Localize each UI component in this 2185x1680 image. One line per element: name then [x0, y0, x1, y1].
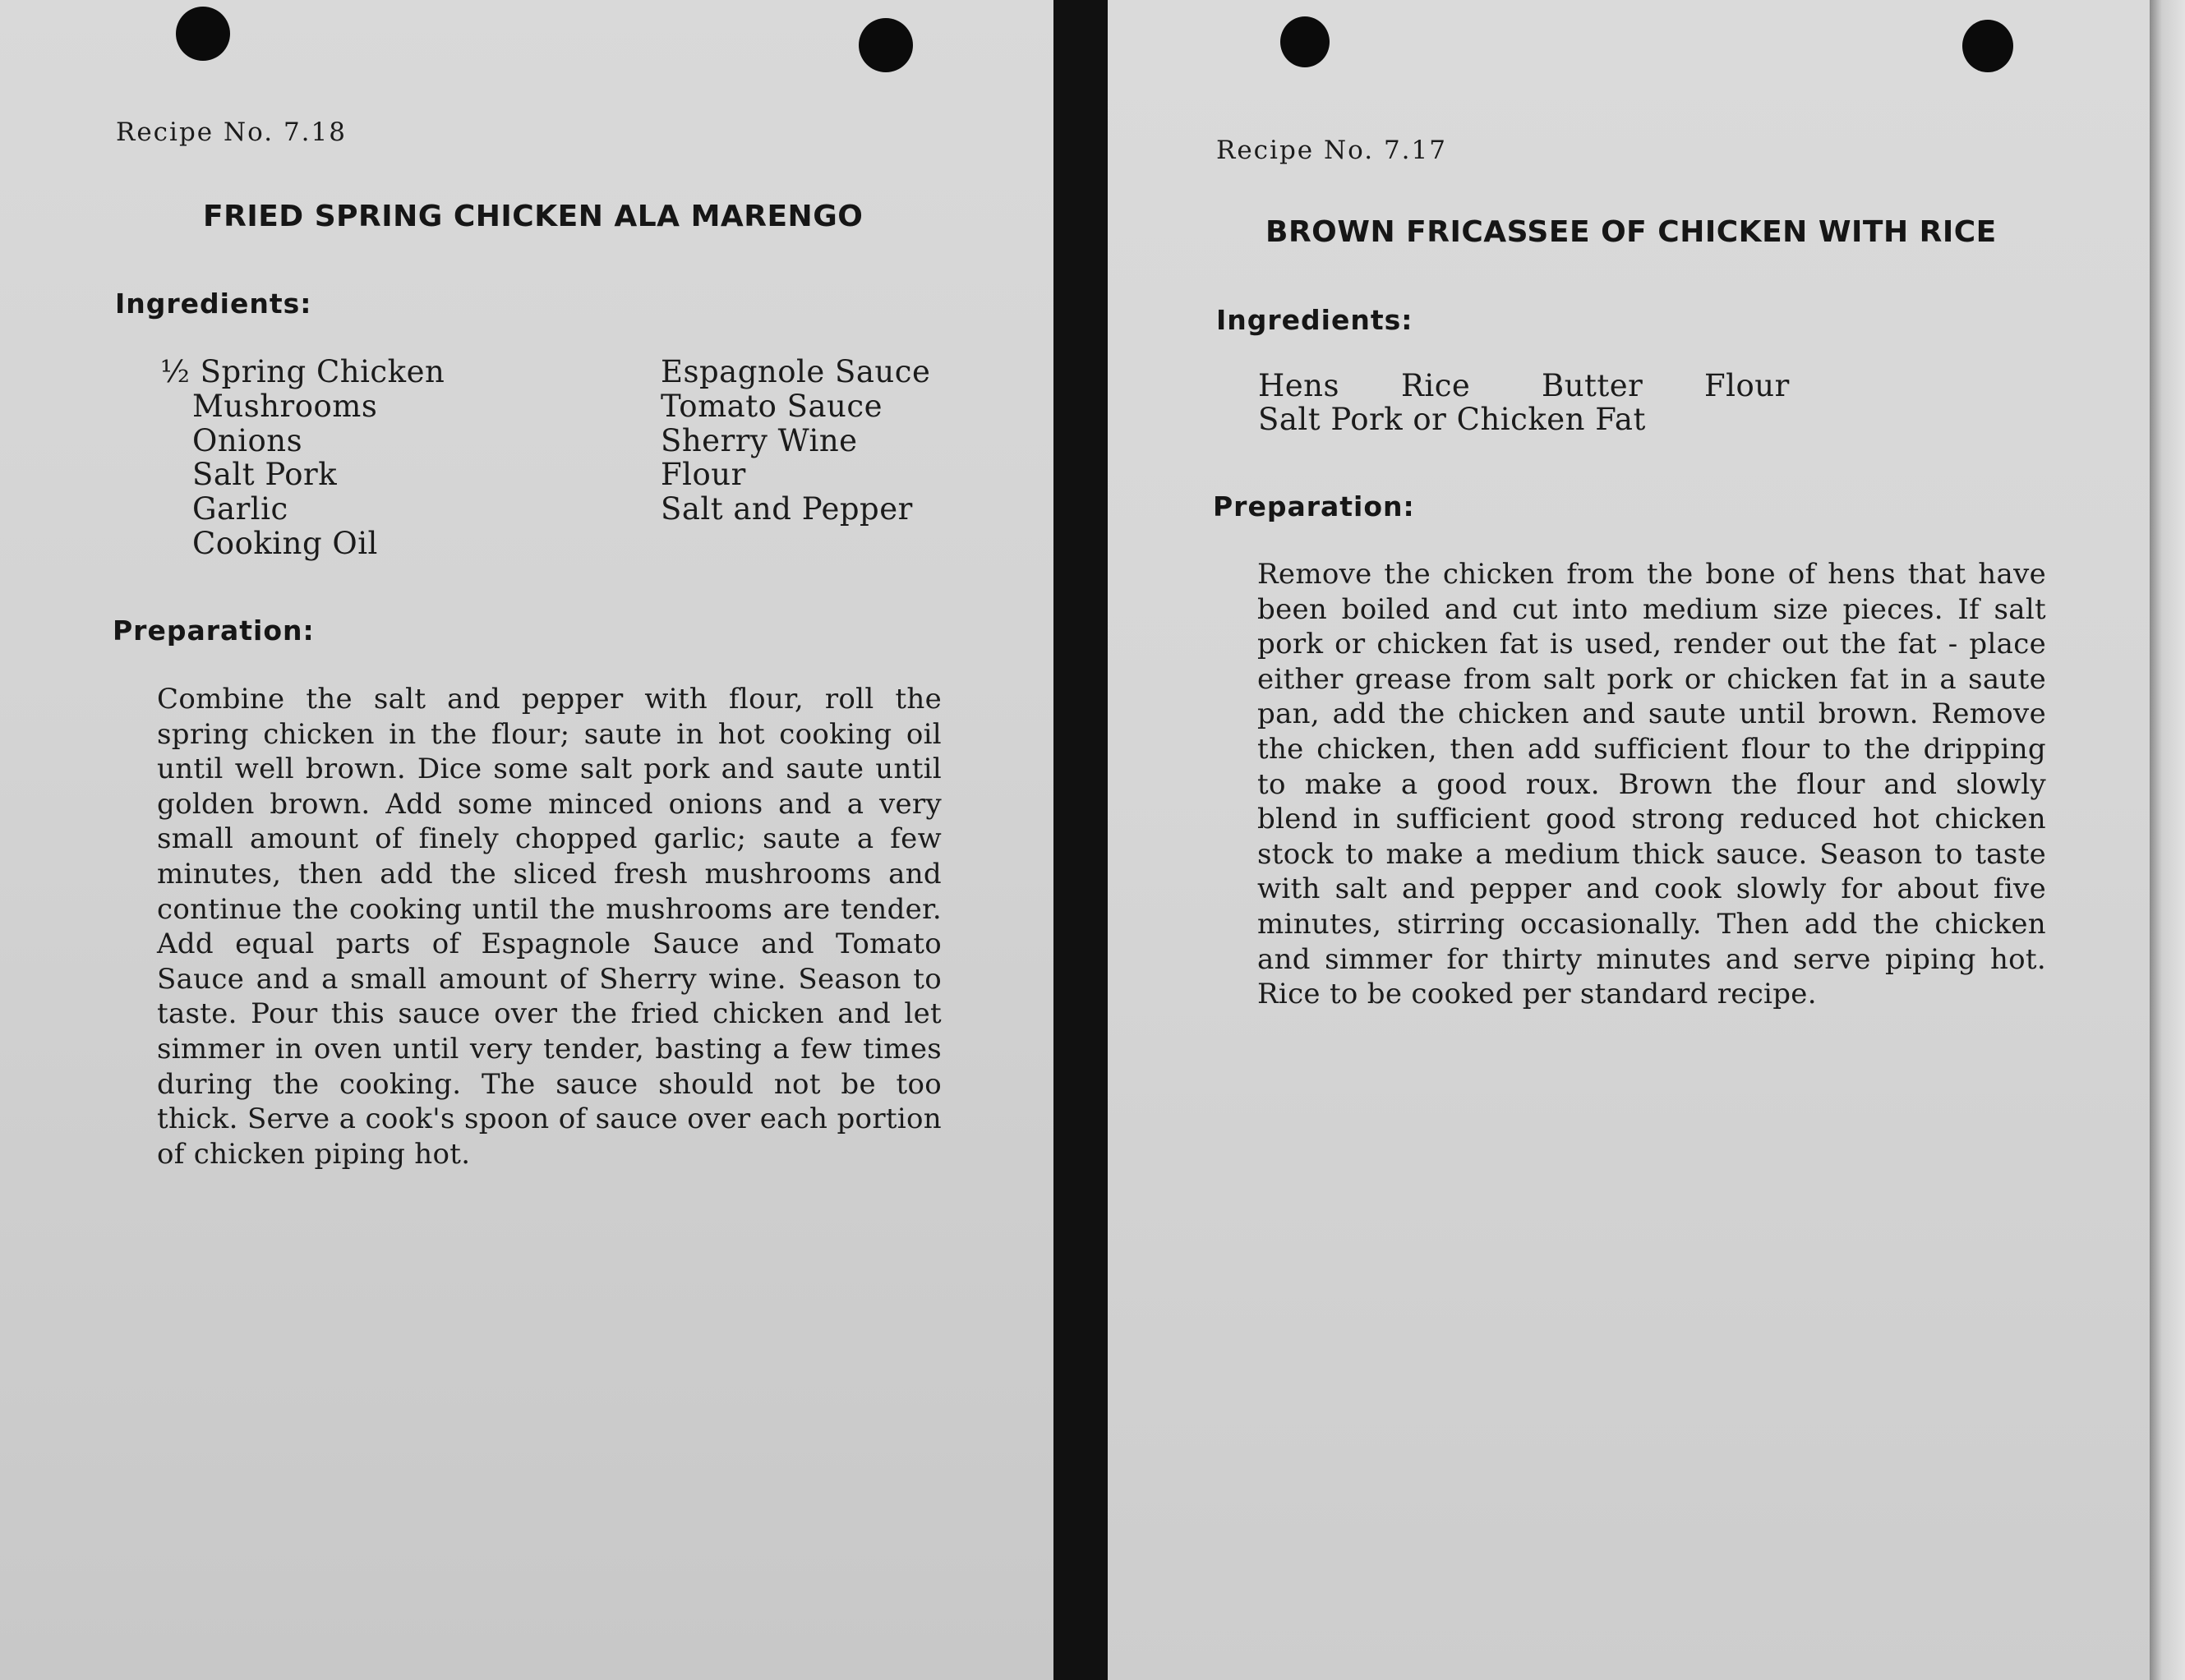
ingredient-item: Rice [1401, 368, 1471, 403]
punch-hole [176, 7, 230, 61]
ingredient-item: Salt Pork [192, 457, 338, 492]
ingredient-item: Onions [192, 423, 303, 458]
ingredient-item: Flour [661, 457, 746, 492]
ingredient-item: Mushrooms [192, 389, 378, 424]
recipe-title: BROWN FRICASSEE OF CHICKEN WITH RICE [1265, 215, 1997, 249]
ingredient-item: Salt Pork or Chicken Fat [1258, 402, 1646, 437]
punch-hole [859, 18, 913, 72]
preparation-label: Preparation: [113, 614, 315, 647]
ingredient-item: Cooking Oil [192, 526, 378, 561]
ingredient-item: Flour [1704, 368, 1790, 403]
recipe-number: Recipe No. 7.18 [116, 117, 347, 147]
recipe-card-7-17 [1108, 0, 2150, 1680]
punch-hole [1962, 20, 2013, 72]
ingredient-item: ½ Spring Chicken [160, 354, 445, 389]
punch-hole [1280, 16, 1330, 67]
ingredient-item: Espagnole Sauce [661, 354, 931, 389]
ingredients-label: Ingredients: [115, 288, 312, 320]
ingredient-item: Butter [1542, 368, 1643, 403]
recipe-title: FRIED SPRING CHICKEN ALA MARENGO [203, 200, 864, 233]
scan-edge [2150, 0, 2185, 1680]
ingredient-item: Sherry Wine [661, 423, 858, 458]
ingredient-item: Salt and Pepper [661, 491, 913, 527]
preparation-text: Combine the salt and pepper with flour, roll the spring chicken in the flour; saute in hot cooking oil until well brown. Dice some salt pork and saute until golden brown. Add some minced onions and a very small amount of finely chopped garlic; saute a few minutes, then add the sliced fresh mushrooms and continue the cooking until the mushrooms are tender. Add equal parts of Espagnole Sauce and Tomato Sauce and a small amount of Sherry wine. Season to taste. Pour this sauce over the fried chicken and let simmer in oven until very tender, basting a few times during the cooking. The sauce should not be too thick. Serve a cook's spoon of sauce over each portion of chicken piping hot. [157, 683, 942, 1171]
recipe-number: Recipe No. 7.17 [1216, 136, 1447, 165]
preparation-label: Preparation: [1213, 490, 1415, 522]
ingredient-item: Garlic [192, 491, 288, 527]
recipe-card-7-18 [0, 0, 1053, 1680]
ingredient-item: Hens [1258, 368, 1339, 403]
preparation-text: Remove the chicken from the bone of hens that have been boiled and cut into medium size pieces. If salt pork or chicken fat is used, render out the fat - place either grease from salt pork or chicken fat in a saute pan, add the chicken and saute until brown. Remove the chicken, then add sufficient flour to the dripping to make a good roux. Brown the flour and slowly blend in sufficient good strong reduced hot chicken stock to make a medium thick sauce. Season to taste with salt and pepper and cook slowly for about five minutes, stirring occasionally. Then add the chicken and simmer for thirty minutes and serve piping hot. Rice to be cooked per standard recipe. [1257, 558, 2046, 1011]
ingredient-item: Tomato Sauce [661, 389, 883, 424]
ingredients-label: Ingredients: [1216, 304, 1413, 336]
